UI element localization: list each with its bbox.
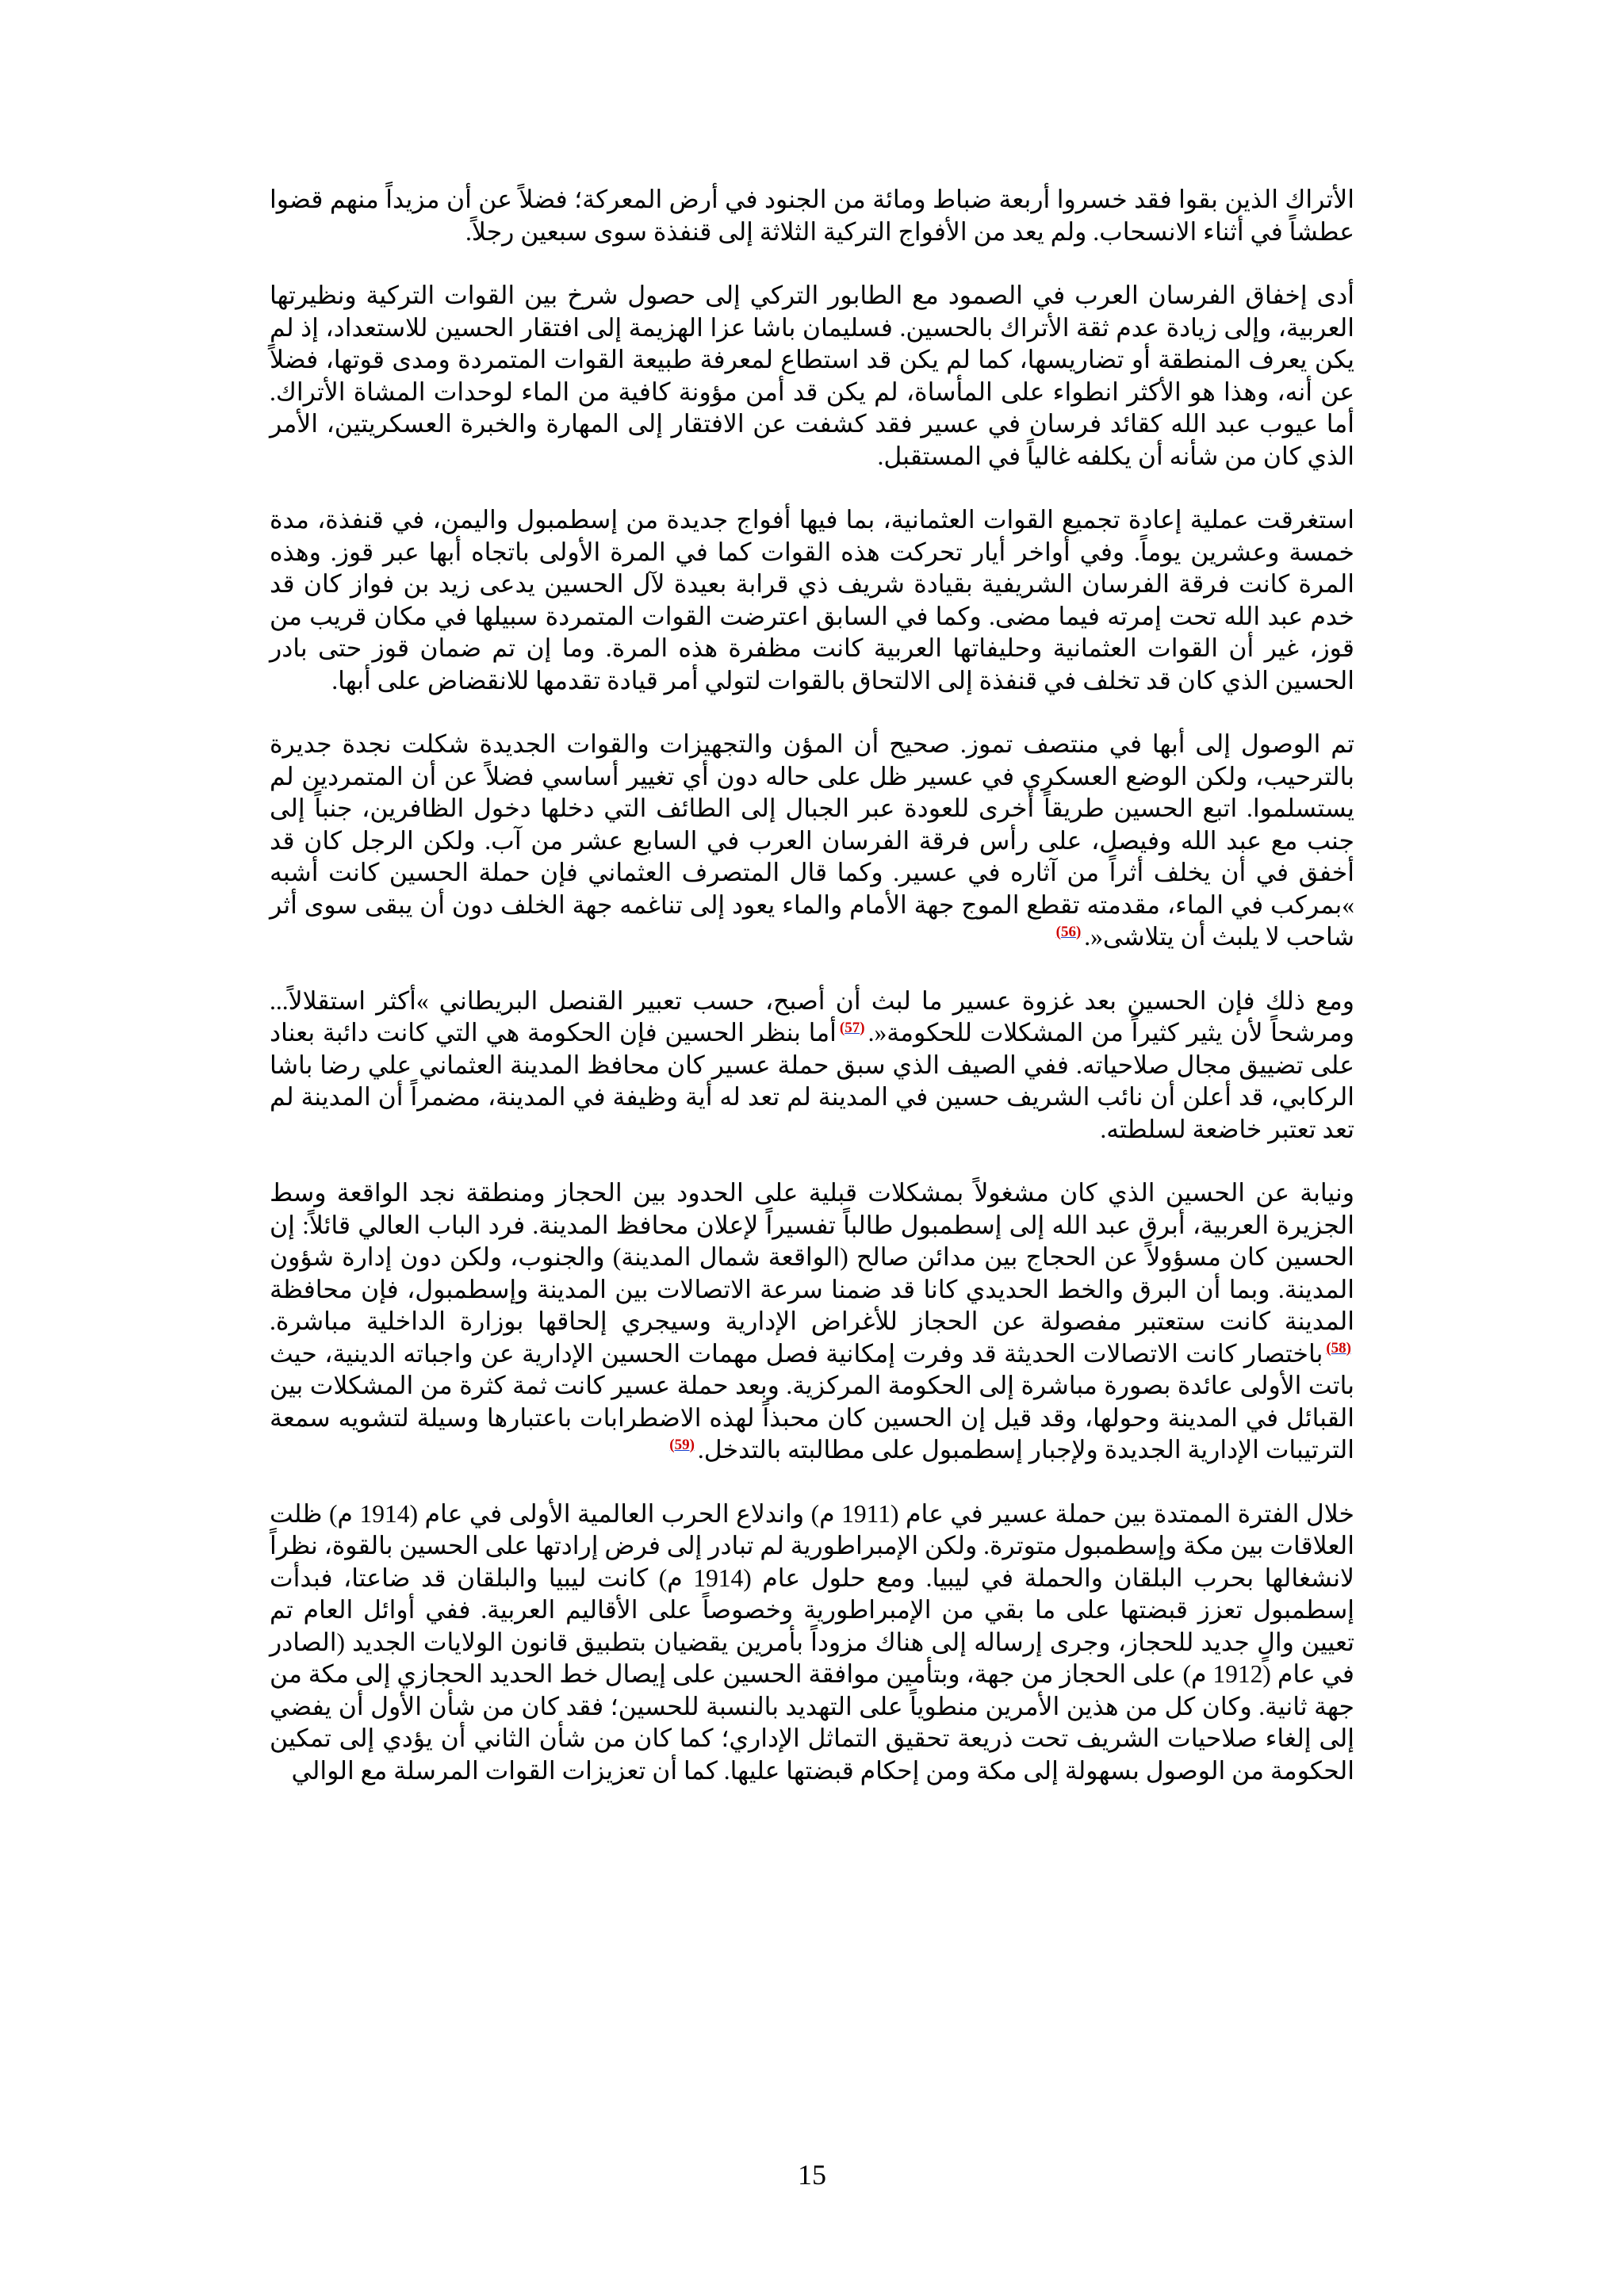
text-segment: أما بنظر الحسين فإن الحكومة هي التي كانت دائبة بعناد على تضييق مجال صلاحياته. ففي الصيف الذي سبق حملة عسير كان محافظ المدينة العثماني علي رضا باشا الركابي، قد أعلن أن نائب الشريف حسين في المدينة لم تعد له أية وظيفة في المدينة، مضمراً أن المدينة لم تعد تعتبر خاضعة لسلطته. (270, 1019, 1354, 1143)
paragraph-text (270, 985, 1354, 1146)
paragraph (270, 280, 1354, 473)
footnote-link[interactable]: (57) (839, 1019, 865, 1036)
paragraph-text (270, 1498, 1354, 1788)
text-segment: باختصار كانت الاتصالات الحديثة قد وفرت إمكانية فصل مهمات الحسين الإدارية عن واجباته الدينية، حيث باتت الأولى عائدة بصورة مباشرة إلى الحكومة المركزية. وبعد حملة عسير كانت ثمة كثرة من المشكلات بين القبائل في المدينة وحولها، وقد قيل إن الحسين كان محبذاً لهذه الاضطرابات باعتبارها وسيلة لتشويه سمعة الترتيبات الإدارية الجديدة ولإجبار إسطمبول على مطالبته بالتدخل. (270, 1339, 1354, 1464)
paragraph (270, 1177, 1354, 1467)
paragraph (270, 504, 1354, 697)
paragraph (270, 985, 1354, 1146)
body-text (270, 184, 1354, 1787)
text-segment: الأتراك الذين بقوا فقد خسروا أربعة ضباط ومائة من الجنود في أرض المعركة؛ فضلاً عن أن مزيداً منهم قضوا عطشاً في أثناء الانسحاب. ولم يعد من الأفواج التركية الثلاثة إلى قنفذة سوى سبعين رجلاً. (270, 186, 1354, 246)
paragraph (270, 1498, 1354, 1788)
text-segment: ومع ذلك فإن الحسين بعد غزوة عسير ما لبث أن أصبح، حسب تعبير القنصل البريطاني »أكثر استقلالاً... ومرشحاً لأن يثير كثيراً من المشكلات للحكومة«. (270, 986, 1354, 1047)
footnote-link[interactable]: (58) (1326, 1340, 1351, 1357)
text-segment: خلال الفترة الممتدة بين حملة عسير في عام (1911 م) واندلاع الحرب العالمية الأولى في عام (1914 م) ظلت العلاقات بين مكة وإسطمبول متوترة. ولكن الإمبراطورية لم تبادر إلى فرض إرادتها على الحسين بالقوة، نظراً لانشغالها بحرب البلقان والحملة في ليبيا. ومع حلول عام (1914 م) كانت ليبيا والبلقان قد ضاعتا، فبدأت إسطمبول تعزز قبضتها على ما بقي من الإمبراطورية وخصوصاً على الأقاليم العربية. ففي أوائل العام تم تعيين والٍ جديد للحجاز، وجرى إرساله إلى هناك مزوداً بأمرين يقضيان بتطبيق قانون الولايات الجديد (الصادر في عام (1912 م) على الحجاز من جهة، وبتأمين موافقة الحسين على إيصال خط الحديد الحجازي إلى مكة من جهة ثانية. وكان كل من هذين الأمرين منطوياً على التهديد بالنسبة للحسين؛ فقد كان من شأن الأول أن يفضي إلى إلغاء صلاحيات الشريف تحت ذريعة تحقيق التماثل الإداري؛ كما كان من شأن الثاني أن يؤدي إلى تمكين الحكومة من الوصول بسهولة إلى مكة ومن إحكام قبضتها عليها. كما أن تعزيزات القوات المرسلة مع الوالي (270, 1499, 1354, 1785)
paragraph-text (270, 1177, 1354, 1467)
text-segment: تم الوصول إلى أبها في منتصف تموز. صحيح أن المؤن والتجهيزات والقوات الجديدة شكلت نجدة جديرة بالترحيب، ولكن الوضع العسكري في عسير ظل على حاله دون أي تغيير أساسي فضلاً عن أن المتمردين لم يستسلموا. اتبع الحسين طريقاً أخرى للعودة عبر الجبال إلى الطائف التي دخلها دخول الظافرين، جنباً إلى جنب مع عبد الله وفيصل، على رأس فرقة الفرسان العرب في السابع عشر من آب. ولكن الرجل كان قد أخفق في أن يخلف أثراً من آثاره في عسير. وكما قال المتصرف العثماني فإن حملة الحسين كانت أشبه »بمركب في الماء، مقدمته تقطع الموج جهة الأمام والماء يعود إلى تناغمه جهة الخلف دون أن يبقى سوى أثر شاحب لا يلبث أن يتلاشى«. (270, 730, 1354, 951)
footnote-link[interactable]: (59) (669, 1436, 695, 1453)
paragraph-text (270, 504, 1354, 697)
paragraph-text (270, 280, 1354, 473)
paragraph (270, 729, 1354, 954)
paragraph-text (270, 729, 1354, 954)
page-number: 15 (798, 2159, 826, 2191)
paragraph (270, 184, 1354, 248)
text-segment: استغرقت عملية إعادة تجميع القوات العثمانية، بما فيها أفواج جديدة من إسطمبول واليمن، في قنفذة، مدة خمسة وعشرين يوماً. وفي أواخر أيار تحركت هذه القوات كما في المرة الأولى باتجاه أبها عبر قوز. وهذه المرة كانت فرقة الفرسان الشريفية بقيادة شريف ذي قرابة بعيدة لآل الحسين يدعى زيد بن فواز كان قد خدم عبد الله تحت إمرته فيما مضى. وكما في السابق اعترضت القوات المتمردة سبيلها في مكان قريب من قوز، غير أن القوات العثمانية وحليفاتها العربية كانت مظفرة هذه المرة. وما إن تم ضمان قوز حتى بادر الحسين الذي كان قد تخلف في قنفذة إلى الالتحاق بالقوات لتولي أمر قيادة تقدمها للانقضاض على أبها. (270, 506, 1354, 695)
text-segment: أدى إخفاق الفرسان العرب في الصمود مع الطابور التركي إلى حصول شرخ بين القوات التركية ونظيرتها العربية، وإلى زيادة عدم ثقة الأتراك بالحسين. فسليمان باشا عزا الهزيمة إلى افتقار الحسين للاستعداد، إذ لم يكن يعرف المنطقة أو تضاريسها، كما لم يكن قد استطاع لمعرفة طبيعة القوات المتمردة ومدى قوتها، فضلاً عن أنه، وهذا هو الأكثر انطواء على المأساة، لم يكن قد أمن مؤونة كافية من الماء لوحدات المشاة الأتراك. أما عيوب عبد الله كقائد فرسان في عسير فقد كشفت عن الافتقار إلى المهارة والخبرة العسكريتين، الأمر الذي كان من شأنه أن يكلفه غالياً في المستقبل. (270, 281, 1354, 470)
paragraph-text (270, 184, 1354, 248)
footnote-link[interactable]: (56) (1055, 923, 1082, 940)
text-segment: ونيابة عن الحسين الذي كان مشغولاً بمشكلات قبلية على الحدود بين الحجاز ومنطقة نجد الواقعة وسط الجزيرة العربية، أبرق عبد الله إلى إسطمبول طالباً تفسيراً لإعلان محافظ المدينة. فرد الباب العالي قائلاً: إن الحسين كان مسؤولاً عن الحجاج بين مدائن صالح (الواقعة شمال المدينة) والجنوب، ولكن دون إدارة شؤون المدينة. وبما أن البرق والخط الحديدي كانا قد ضمنا سرعة الاتصالات بين المدينة وإسطمبول، فإن محافظة المدينة كانت ستعتبر مفصولة عن الحجاز للأغراض الإدارية وسيجري إلحاقها بوزارة الداخلية مباشرة. (270, 1179, 1354, 1335)
